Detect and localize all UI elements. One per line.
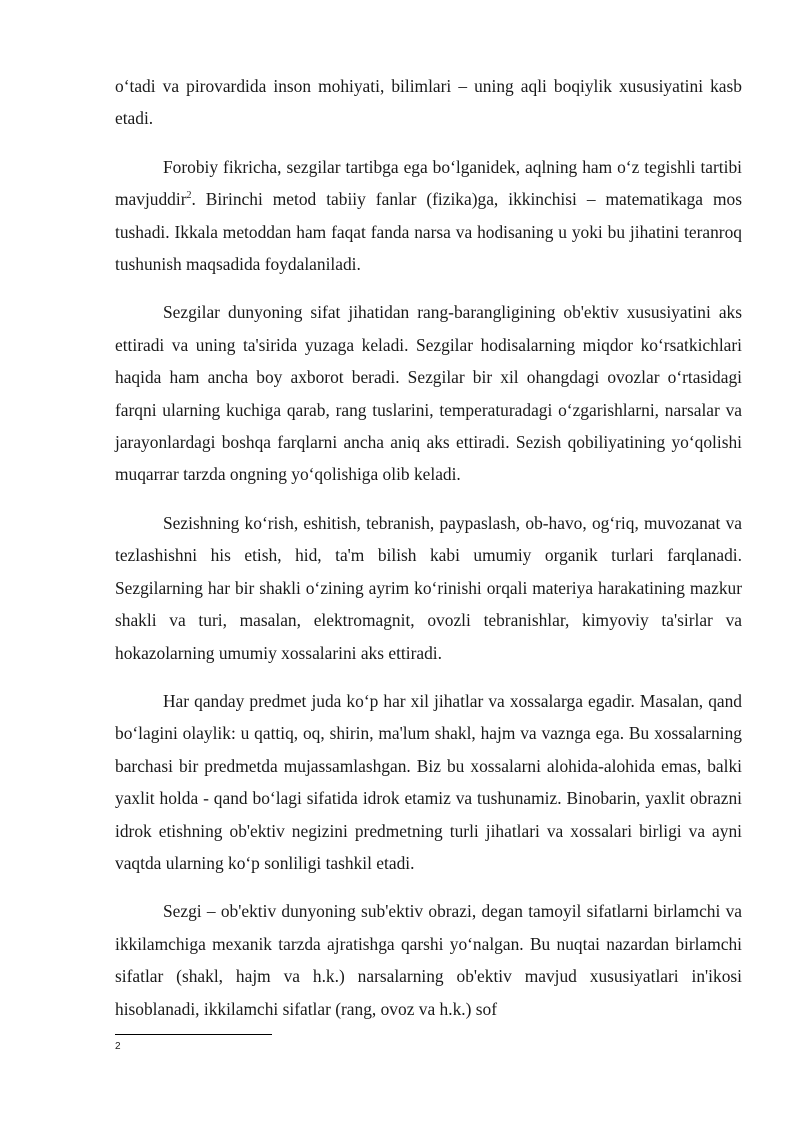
paragraph-senses-reflect: Sezgilar dunyoning sifat jihatidan rang-barangligining ob'ektiv xususiyatini aks ettiradi va uning ta'sirida yuzaga keladi. Sezgilar hodisalarning miqdor ko‘rsatkichlari haqida ham ancha boy axborot beradi. Sezgilar bir xil ohangdagi ovozlar o‘rtasidagi farqni ularning kuchiga qarab, rang tuslarini, temperaturadagi o‘zgarishlarni, narsalar va jarayonlardagi boshqa farqlarni ancha aniq aks ettiradi. Sezish qobiliyatining yo‘qolishi muqarrar tarzda ongning yo‘qolishiga olib keladi. — [115, 302, 742, 485]
paragraph-subjective-image: Sezgi – ob'ektiv dunyoning sub'ektiv obrazi, degan tamoyil sifatlarni birlamchi va ikkilamchiga mexanik tarzda ajratishga qarshi yo‘nalgan. Bu nuqtai nazardan birlamchi sifatlar (shakl, hajm va h.k.) narsalarning ob'ektiv mavjud xususiyatlari in'ikosi hisoblanadi, ikkilamchi sifatlar (rang, ovoz va h.k.) sof — [115, 901, 742, 1019]
paragraph-text: . Birinchi metod tabiiy fanlar (fizika)ga, ikkinchisi – matematikaga mos tushadi. Ikkala metoddan ham faqat fanda narsa va hodisaning u yoki bu jihatini teranroq tushunish maqsadida foydalaniladi. — [115, 189, 742, 275]
paragraph-sense-types: Sezishning ko‘rish, eshitish, tebranish, paypaslash, ob-havo, og‘riq, muvozanat va tezlashishni his etish, hid, ta'm bilish kabi umumiy organik turlari farqlanadi. Sezgilarning har bir shakli o‘zining ayrim ko‘rinishi orqali materiya harakatining mazkur shakli va turi, masalan, elektromagnit, ovozli tebranishlar, kimyoviy ta'sirlar va hokazolarning umumiy xossalarini aks ettiradi. — [115, 512, 742, 663]
paragraph-continuation: o‘tadi va pirovardida inson mohiyati, bilimlari – uning aqli boqiylik xususiyatini kasb etadi. — [115, 76, 742, 129]
footnote — [115, 1040, 121, 1054]
document-body — [115, 70, 742, 1041]
footnote-reference[interactable]: 2 — [186, 190, 192, 202]
footnote-number: 2 — [115, 1041, 121, 1052]
paragraph-farobi-method — [115, 151, 742, 281]
paragraph-text: Forobiy fikricha, sezgilar tartibga ega bo‘lganidek, aqlning ham o‘z tegishli tartibi mavjuddir — [115, 156, 742, 210]
paragraph-object-properties: Har qanday predmet juda ko‘p har xil jihatlar va xossalarga egadir. Masalan, qand bo‘lagini olaylik: u qattiq, oq, shirin, ma'lum shakl, hajm va vaznga ega. Bu xossalarning barchasi bir predmetda mujassamlashgan. Biz bu xossalarni alohida-alohida emas, balki yaxlit holda - qand bo‘lagi sifatida idrok etamiz va tushunamiz. Binobarin, yaxlit obrazni idrok etishning ob'ektiv negizini predmetning turli jihatlari va xossalari birligi va ayni vaqtda ularning ko‘p sonliligi tashkil etadi. — [115, 690, 742, 873]
footnote-separator — [115, 1034, 272, 1035]
